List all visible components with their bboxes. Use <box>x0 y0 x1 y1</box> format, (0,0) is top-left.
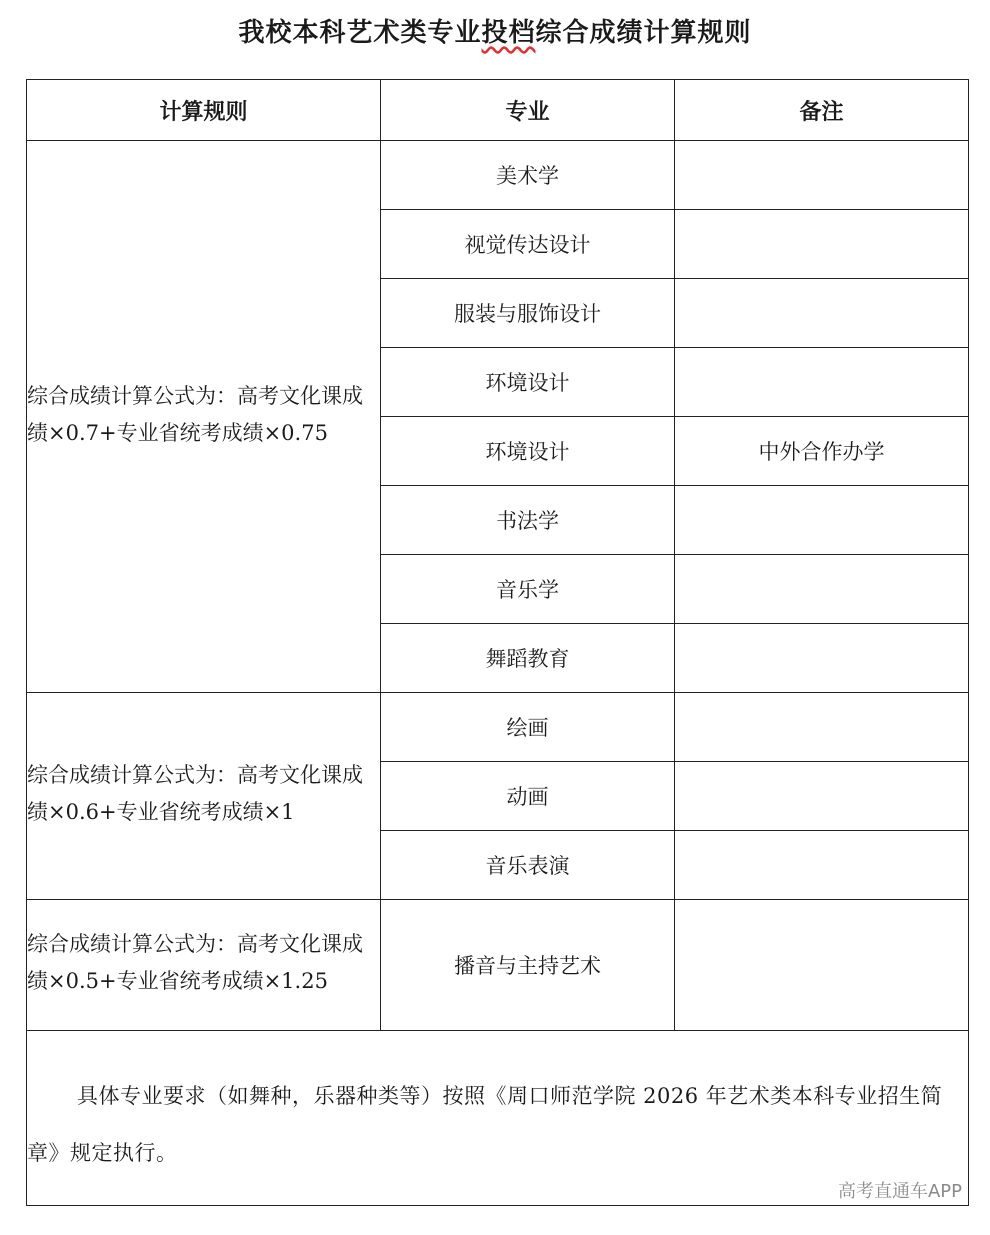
note-cell <box>675 348 969 417</box>
title-part: 综合成绩计算规则 <box>535 18 752 48</box>
major-cell: 书法学 <box>381 486 675 555</box>
major-cell: 环境设计 <box>381 348 675 417</box>
note-cell <box>675 900 969 1031</box>
note-cell <box>675 279 969 348</box>
note-cell <box>675 486 969 555</box>
note-cell <box>675 762 969 831</box>
major-cell: 音乐学 <box>381 555 675 624</box>
rule-text: 综合成绩计算公式为：高考文化课成绩×0.7+专业省统考成绩×0.75 <box>27 383 363 445</box>
header-note: 备注 <box>675 80 969 141</box>
table-row <box>27 141 969 210</box>
note-cell <box>675 831 969 900</box>
footer-row <box>27 1031 969 1206</box>
note-cell: 中外合作办学 <box>675 417 969 486</box>
major-cell: 动画 <box>381 762 675 831</box>
table-row <box>27 900 969 1031</box>
rule-cell <box>27 141 381 693</box>
major-cell: 视觉传达设计 <box>381 210 675 279</box>
header-row <box>27 80 969 141</box>
major-cell: 绘画 <box>381 693 675 762</box>
footer-note: 具体专业要求（如舞种，乐器种类等）按照《周口师范学院 2026 年艺术类本科专业招生简章》规定执行。 <box>27 1084 943 1165</box>
major-cell: 服装与服饰设计 <box>381 279 675 348</box>
title-underlined-word: 投档 <box>481 18 536 48</box>
note-cell <box>675 141 969 210</box>
major-cell: 环境设计 <box>381 417 675 486</box>
note-cell <box>675 555 969 624</box>
page-title <box>0 12 990 49</box>
major-cell: 舞蹈教育 <box>381 624 675 693</box>
rule-cell <box>27 693 381 900</box>
title-part: 我校本科艺术类专业 <box>238 18 482 48</box>
rule-text: 综合成绩计算公式为：高考文化课成绩×0.5+专业省统考成绩×1.25 <box>27 932 363 993</box>
rule-cell <box>27 900 381 1031</box>
major-cell: 音乐表演 <box>381 831 675 900</box>
header-rule: 计算规则 <box>27 80 381 141</box>
rule-text: 综合成绩计算公式为：高考文化课成绩×0.6+专业省统考成绩×1 <box>27 763 363 824</box>
rules-table <box>26 79 969 1206</box>
table-row <box>27 693 969 762</box>
footer-cell <box>27 1031 969 1206</box>
note-cell <box>675 210 969 279</box>
watermark: 高考直通车APP <box>837 1181 962 1202</box>
major-cell: 播音与主持艺术 <box>381 900 675 1031</box>
table-body <box>27 141 969 1031</box>
major-cell: 美术学 <box>381 141 675 210</box>
header-major: 专业 <box>381 80 675 141</box>
note-cell <box>675 624 969 693</box>
note-cell <box>675 693 969 762</box>
